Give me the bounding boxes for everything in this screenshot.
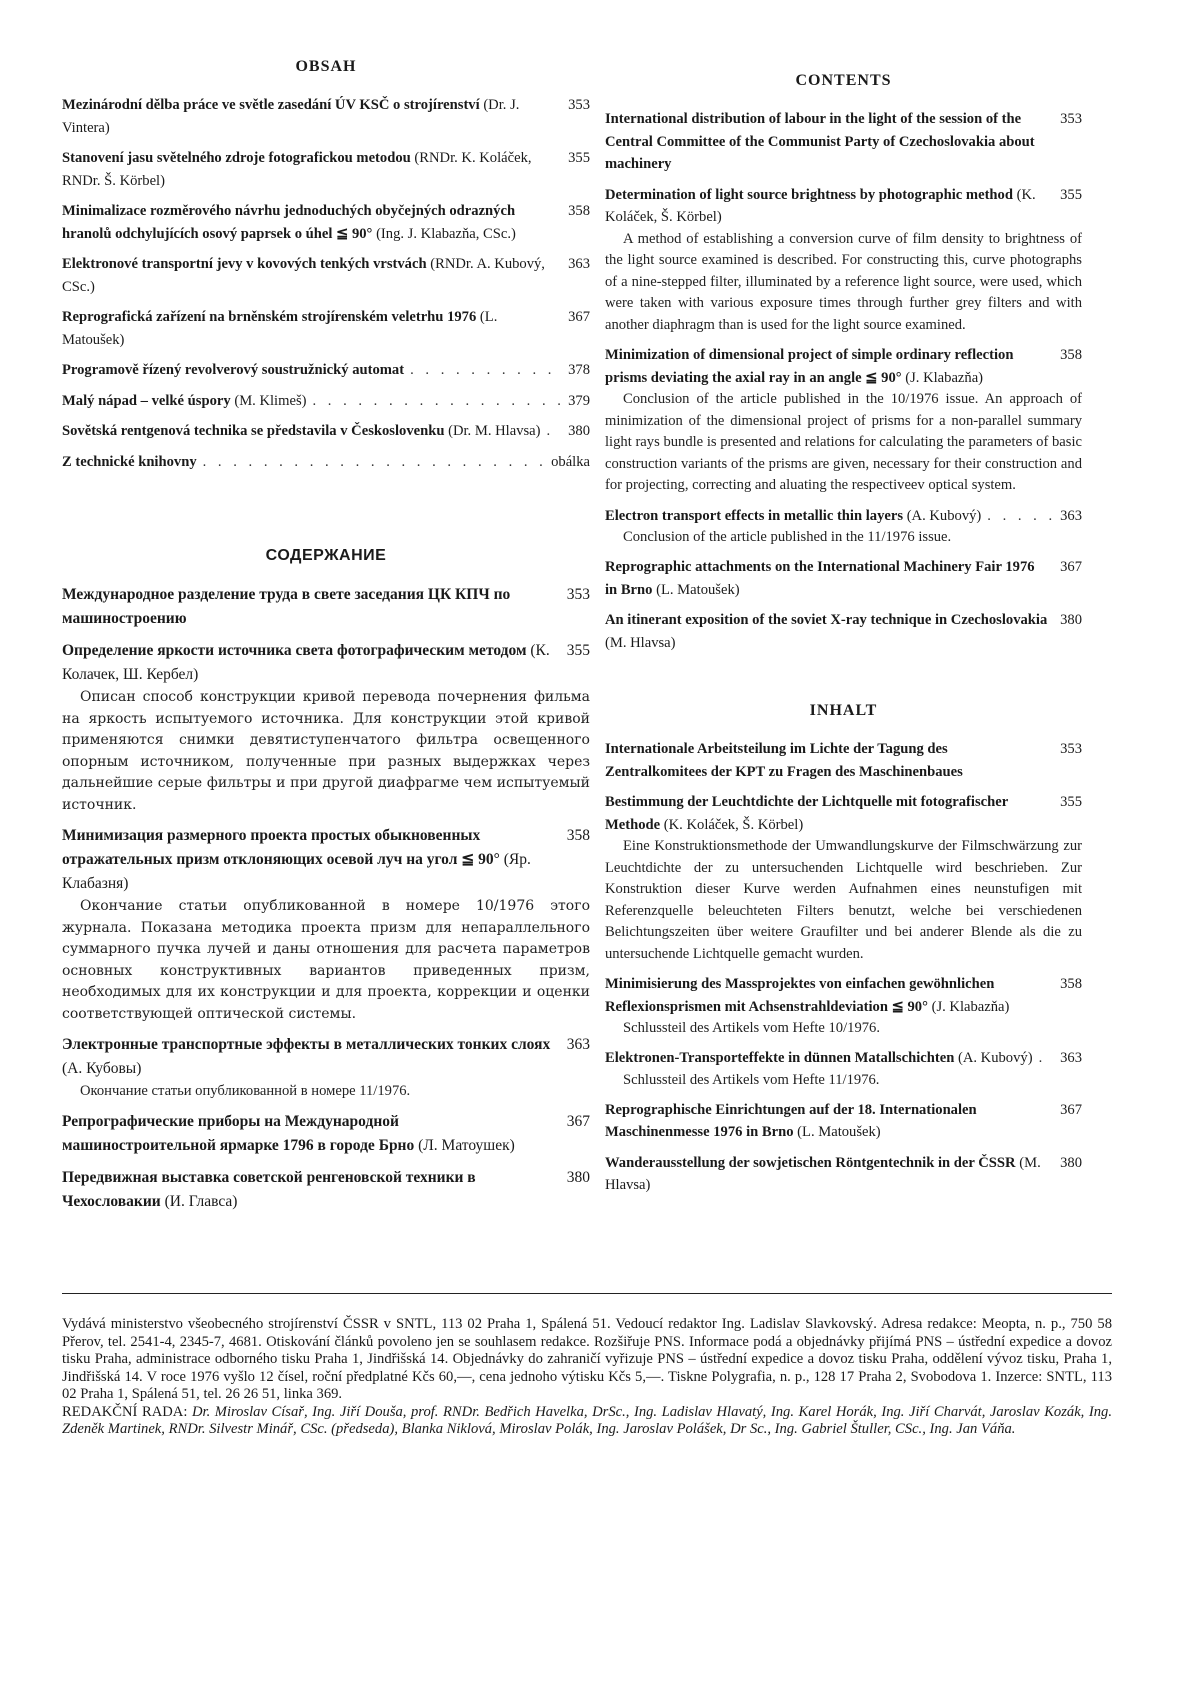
entry-page: 380: [566, 1169, 590, 1186]
toc-entry: [605, 505, 1082, 549]
toc-entry: [62, 1110, 590, 1158]
entry-author: (Dr. J. Vintera): [62, 97, 520, 136]
entry-note: Окончание статьи опубликованной в номере 11/1976.: [80, 1083, 411, 1099]
entry-title: Mezinárodní dělba práce ve světle zasedání ÚV KSČ o strojírenství: [62, 97, 480, 113]
toc-entry: [62, 200, 590, 245]
entry-author: (K. Koláček, Š. Körbel): [663, 816, 804, 833]
toc-entry: [62, 94, 590, 139]
entry-page: 355: [1060, 186, 1082, 203]
entry-abstract: Окончание статьи опубликованной в номере 10/1976 этого журнала. Показана методика проекта призм для непараллельного суммарного пучка лучей и даны отношения для расчета параметров основных конструктивных вариантов приведенных призм, необходимых для их конструкции и для проекта, коррекции и оценки соответствующей оптической системы.: [62, 898, 590, 1022]
toc-entry: [62, 253, 590, 298]
entry-author: (И. Главса): [164, 1193, 238, 1210]
entry-title: Reprographische Einrichtungen auf der 18. Internationalen Maschinenmesse 1976 in Brno: [605, 1101, 977, 1140]
editorial-board-names: Dr. Miroslav Císař, Ing. Jiří Douša, prof. RNDr. Bedřich Havelka, DrSc., Ing. Ladislav Hlavatý, Ing. Karel Horák, Ing. Jiří Charvát, Jaroslav Kozák, Ing. Zdeněk Martinek, RNDr. Silvestr Minář, CSc. (předseda), Blanka Niklová, Miroslav Polák, Ing. Jaroslav Polášek, Dr Sc., Ing. Gabriel Štuller, CSc., Ing. Jan Váňa.: [62, 1403, 1113, 1437]
entry-author: (Ing. J. Klabazňa, CSc.): [376, 225, 516, 242]
entry-page: 355: [566, 642, 590, 659]
entry-page: 379: [568, 392, 590, 409]
entry-title: Electron transport effects in metallic thin layers: [605, 507, 904, 524]
entry-title: Международное разделение труда в свете заседания ЦК КПЧ по машиностроению: [62, 586, 511, 627]
entry-author: (Dr. M. Hlavsa): [448, 423, 541, 439]
toc-entry: [605, 1099, 1082, 1144]
inhalt-heading: INHALT: [809, 702, 878, 719]
contents-list: [605, 108, 1082, 654]
entry-page: 355: [568, 150, 590, 166]
entry-page: 363: [566, 1036, 590, 1053]
leader-dots: [987, 505, 1054, 528]
entry-author: (Яр. Клабазня): [62, 851, 531, 892]
leader-dots: [547, 420, 563, 443]
toc-entry: [605, 1047, 1082, 1091]
soderzhanie-section: [62, 547, 590, 1214]
entry-author: (J. Klabazňa): [905, 369, 984, 386]
entry-title: Minimization of dimensional project of simple ordinary reflection prisms deviating the axial ray in an angle ≦ 90°: [605, 347, 1014, 386]
toc-entry: [62, 306, 590, 351]
entry-note: Conclusion of the article published in the 11/1976 issue.: [623, 529, 952, 545]
entry-abstract: Conclusion of the article published in the 10/1976 issue. An approach of minimization of the dimensional project of prisms for a non-parallel summary light rays bundle is presented and relations for calculating the parameters of basic construction variants of the prisms are given, necessary for their construction and for projecting, correcting and aluating the respectiveev optical system.: [605, 391, 1082, 493]
entry-page: 353: [1060, 741, 1082, 757]
toc-entry: [62, 420, 590, 443]
toc-entry: [605, 184, 1082, 337]
entry-page: 358: [568, 203, 590, 219]
toc-entry: [62, 390, 590, 413]
entry-note: Schlussteil des Artikels vom Hefte 11/1976.: [623, 1071, 880, 1088]
entry-page: 363: [1060, 1050, 1082, 1066]
entry-author: (RNDr. A. Kubový, CSc.): [62, 256, 545, 295]
entry-author: (L. Matoušek): [797, 1124, 881, 1140]
entry-author: (L. Matoušek): [656, 581, 740, 598]
entry-page: 358: [1060, 347, 1082, 363]
toc-entry: [605, 973, 1082, 1039]
inhalt-list: [605, 738, 1082, 1197]
entry-title: Минимизация размерного проекта простых обыкновенных отражательных призм отклоняющих осевой луч на угол ≦ 90°: [62, 827, 500, 868]
entry-title: Bestimmung der Leuchtdichte der Lichtquelle mit fotografischer Methode: [605, 794, 1008, 833]
entry-title: Programově řízený revolverový soustružnický automat: [62, 362, 405, 378]
entry-page: 353: [566, 586, 590, 603]
entry-page: 367: [566, 1113, 590, 1130]
entry-author: (A. Kubový): [906, 507, 982, 524]
entry-page: 353: [1060, 111, 1082, 127]
entry-page: 355: [1060, 794, 1082, 810]
soderzhanie-list: [62, 583, 590, 1214]
leader-dots: [203, 451, 545, 474]
toc-entry: [605, 1152, 1082, 1197]
entry-author: (RNDr. K. Koláček, RNDr. Š. Körbel): [62, 150, 532, 189]
toc-entry: [62, 1166, 590, 1214]
entry-page: 363: [1060, 507, 1082, 524]
toc-entry: [62, 359, 590, 382]
entry-author: (M. Klimeš): [234, 392, 307, 409]
entry-title: Elektronen-Transporteffekte in dünnen Matallschichten: [605, 1050, 955, 1066]
obsah-section: [62, 58, 590, 473]
footer-divider: [62, 1293, 1112, 1294]
leader-dots: [410, 359, 562, 382]
entry-author: (К. Колачек, Ш. Кербел): [62, 642, 550, 683]
entry-author: (A. Kubový): [957, 1050, 1033, 1066]
editorial-board-label: REDAKČNÍ RADA:: [62, 1403, 188, 1420]
left-column: [62, 58, 590, 1222]
entry-title: Определение яркости источника света фотографическим методом: [62, 642, 527, 659]
soderzhanie-heading: СОДЕРЖАНИЕ: [265, 547, 387, 564]
toc-entry: [62, 639, 590, 816]
entry-page: 380: [1060, 612, 1082, 628]
toc-entry: [62, 451, 590, 474]
entry-abstract: Описан способ конструкции кривой перевода почернения фильма на яркость испытуемого источника. Для конструкции этой кривой применяются снимки девятиступенчатого фильтра освещенного опорным источником, полученные при разных выдержках через дальнейшие серые фильтры и при другой диафрагме чем испытуемый источник.: [62, 689, 590, 813]
toc-entry: [605, 738, 1082, 783]
entry-page: 378: [568, 362, 590, 378]
entry-title: Электронные транспортные эффекты в металлических тонких слоях: [62, 1036, 551, 1053]
entry-page: 380: [1060, 1154, 1082, 1171]
right-column: [605, 72, 1082, 1205]
entry-title: Wanderausstellung der sowjetischen Röntgentechnik in der ČSSR: [605, 1154, 1016, 1171]
entry-page: 358: [1060, 976, 1082, 992]
entry-title: Z technické knihovny: [62, 453, 197, 470]
entry-page: 367: [568, 309, 590, 325]
entry-title: Internationale Arbeitsteilung im Lichte der Tagung des Zentralkomitees der KPT zu Fragen des Maschinenbaues: [605, 741, 963, 780]
entry-author: (J. Klabazňa): [931, 998, 1010, 1015]
entry-abstract: A method of establishing a conversion curve of film density to brightness of the light source examined is described. For constructing this, curve photographs of a nine-stepped filter, illuminated by a reference light source, were used, which were taken with various exposure times through further grey filters and with another diaphragm than is used for the light source examined.: [605, 230, 1082, 333]
toc-entry: [605, 108, 1082, 176]
inhalt-section: [605, 702, 1082, 1197]
toc-entry: [605, 344, 1082, 497]
entry-page: 367: [1060, 559, 1082, 575]
entry-author: (K. Koláček, Š. Körbel): [605, 186, 1036, 225]
entry-author: (L. Matoušek): [62, 309, 498, 348]
entry-page: 358: [566, 827, 590, 844]
contents-section: [605, 72, 1082, 654]
toc-entry: [605, 791, 1082, 965]
entry-note: Schlussteil des Artikels vom Hefte 10/1976.: [623, 1020, 880, 1036]
entry-author: (M. Hlavsa): [605, 1154, 1041, 1193]
entry-abstract: Eine Konstruktionsmethode der Umwandlungskurve der Filmschwärzung zur Leuchtdichte der zu untersuchenden Lichtquelle wird beschrieben. Zur Konstruktion dieser Kurve werden Aufnahmen eines neunstufigen mit Referenzquelle beleuchteten Filters benutzt, welche bei verschiedenen Belichtungszeiten über weitere Graufilter und bei anderer Blende als die zu untersuchende Lichtquelle gemacht wurden.: [605, 838, 1082, 962]
obsah-list: [62, 94, 590, 473]
leader-dots: [312, 390, 562, 413]
entry-author: (Л. Матоушек): [418, 1137, 515, 1154]
entry-title: Elektronové transportní jevy v kovových tenkých vrstvách: [62, 256, 427, 272]
leader-dots: [1039, 1047, 1055, 1070]
entry-title: Malý nápad – velké úspory: [62, 392, 231, 409]
imprint-text: Vydává ministerstvo všeobecného strojírenství ČSSR v SNTL, 113 02 Praha 1, Spálená 51. Vedoucí redaktor Ing. Ladislav Slavkovský. Adresa redakce: Meopta, n. p., 750 58 Přerov, tel. 2541-4, 2345-7, 4681. Otiskování článků povoleno jen se souhlasem redakce. Rozšiřuje PNS. Informace podá a objednávky přijímá PNS – ústřední expedice a dovoz tisku Praha, administrace odborného tisku Praha 1, Jindřišská 14. Objednávky do zahraničí vyřizuje PNS – ústřední expedice a dovoz tisku Praha, oddělení vývoz tisku, Praha 1, Jindřišská 14. V roce 1976 vyšlo 12 čísel, roční předplatné Kčs 60,—, cena jednoho výtisku Kčs 5,—. Tiskne Polygrafia, n. p., 128 17 Praha 2, Svobodova 1. Inzerce: SNTL, 113 02 Praha 1, Spálená 51, tel. 26 26 51, linka 369.: [62, 1316, 1112, 1402]
entry-title: Minimisierung des Massprojektes von einfachen gewöhnlichen Reflexionsprismen mit Achsenstrahldeviation ≦ 90°: [605, 976, 995, 1015]
entry-page: 353: [568, 97, 590, 113]
toc-entry: [62, 583, 590, 631]
entry-title: An itinerant exposition of the soviet X-ray technique in Czechoslovakia: [605, 612, 1048, 628]
toc-entry: [62, 1033, 590, 1102]
toc-entry: [605, 556, 1082, 601]
entry-page: obálka: [551, 453, 590, 470]
entry-title: Передвижная выставка советской ренгеновской техники в Чехословакии: [62, 1169, 476, 1210]
entry-author: (А. Кубовы): [62, 1060, 142, 1077]
entry-title: Репрографические приборы на Международной машиностроительной ярмарке 1796 в городе Брно: [62, 1113, 415, 1154]
entry-title: International distribution of labour in the light of the session of the Central Committee of the Communist Party of Czechoslovakia about machinery: [605, 111, 1035, 172]
entry-title: Minimalizace rozměrového návrhu jednoduchých obyčejných odrazných hranolů odchylujících osový paprsek o úhel ≦ 90°: [62, 203, 516, 242]
entry-title: Stanovení jasu světelného zdroje fotografickou metodou: [62, 150, 411, 166]
entry-page: 367: [1060, 1101, 1082, 1118]
toc-entry: [62, 824, 590, 1025]
obsah-heading: OBSAH: [295, 58, 357, 75]
entry-author: (M. Hlavsa): [605, 634, 676, 651]
entry-page: 380: [568, 423, 590, 439]
toc-entry: [62, 147, 590, 192]
entry-page: 363: [568, 256, 590, 272]
imprint: [62, 1316, 1112, 1439]
editorial-board: [62, 1404, 1112, 1439]
entry-title: Determination of light source brightness by photographic method: [605, 186, 1013, 203]
toc-entry: [605, 609, 1082, 654]
entry-title: Reprographic attachments on the International Machinery Fair 1976 in Brno: [605, 559, 1035, 598]
entry-title: Reprografická zařízení na brněnském strojírenském veletrhu 1976: [62, 309, 477, 325]
contents-heading: CONTENTS: [795, 72, 892, 89]
entry-title: Sovětská rentgenová technika se představila v Českoslovenku: [62, 423, 445, 439]
